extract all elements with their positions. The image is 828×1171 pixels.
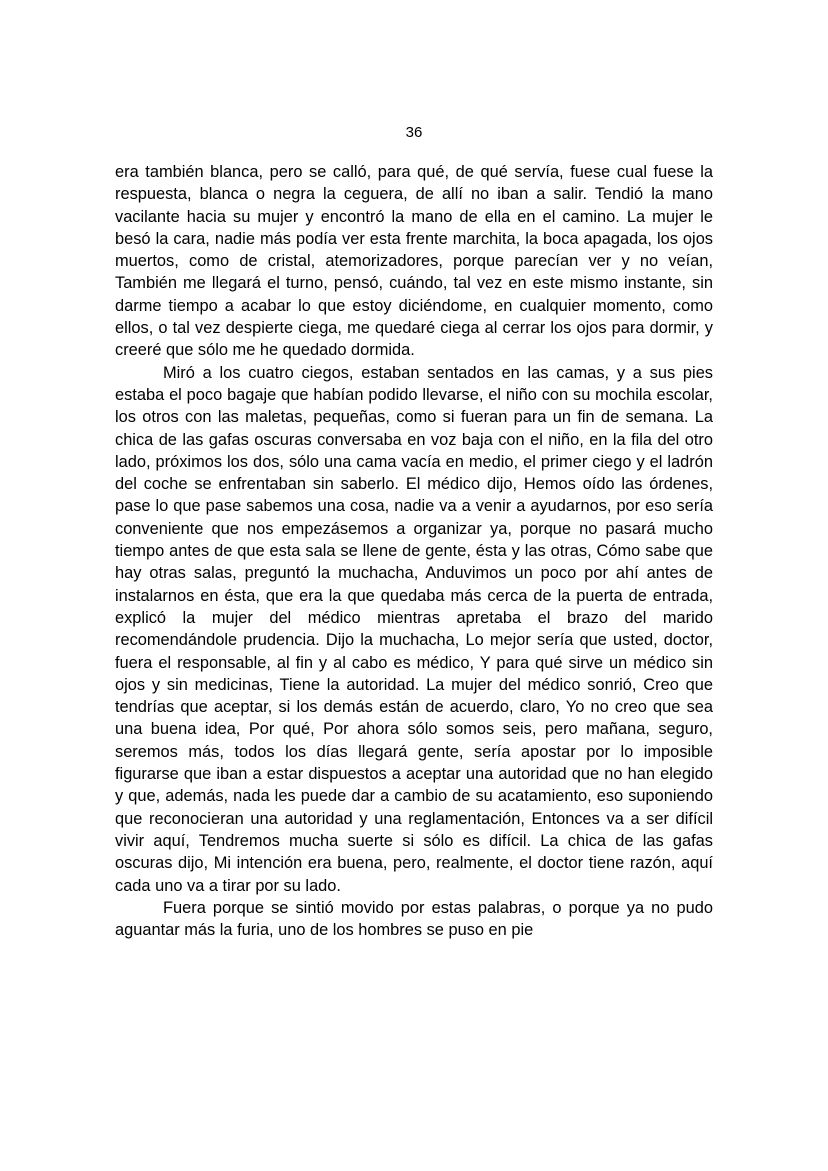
page-number: 36	[405, 124, 423, 141]
paragraph: era también blanca, pero se calló, para qué, de qué servía, fuese cual fuese la respuesta, blanca o negra la ceguera, de allí no iban a salir. Tendió la mano vacilante hacia su mujer y encontró la mano de ella en el camino. La mujer le besó la cara, nadie más podía ver esta frente marchita, la boca apagada, los ojos muertos, como de cristal, atemorizadores, porque parecían ver y no veían, También me llegará el turno, pensó, cuándo, tal vez en este mismo instante, sin darme tiempo a acabar lo que estoy diciéndome, en cualquier momento, como ellos, o tal vez despierte ciega, me quedaré ciega al cerrar los ojos para dormir, y creeré que sólo me he quedado dormida.	[115, 163, 713, 360]
body-text	[115, 161, 713, 941]
paragraph: Miró a los cuatro ciegos, estaban sentados en las camas, y a sus pies estaba el poco bagaje que habían podido llevarse, el niño con su mochila escolar, los otros con las maletas, pequeñas, como si fueran para un fin de semana. La chica de las gafas oscuras conversaba en voz baja con el niño, en la fila del otro lado, próximos los dos, sólo una cama vacía en medio, el primer ciego y el ladrón del coche se enfrentaban sin saberlo. El médico dijo, Hemos oído las órdenes, pase lo que pase sabemos una cosa, nadie va a venir a ayudarnos, por eso sería conveniente que nos empezásemos a organizar ya, porque no pasará mucho tiempo antes de que esta sala se llene de gente, ésta y las otras, Cómo sabe que hay otras salas, preguntó la muchacha, Anduvimos un poco por ahí antes de instalarnos en ésta, que era la que quedaba más cerca de la puerta de entrada, explicó la mujer del médico mientras apretaba el brazo del marido recomendándole prudencia. Dijo la muchacha, Lo mejor sería que usted, doctor, fuera el responsable, al fin y al cabo es médico, Y para qué sirve un médico sin ojos y sin medicinas, Tiene la autoridad. La mujer del médico sonrió, Creo que tendrías que aceptar, si los demás están de acuerdo, claro, Yo no creo que sea una buena idea, Por qué, Por ahora sólo somos seis, pero mañana, seguro, seremos más, todos los días llegará gente, sería apostar por lo imposible figurarse que iban a estar dispuestos a aceptar una autoridad que no han elegido y que, además, nada les puede dar a cambio de su acatamiento, eso suponiendo que reconocieran una autoridad y una reglamentación, Entonces va a ser difícil vivir aquí, Tendremos mucha suerte si sólo es difícil. La chica de las gafas oscuras dijo, Mi intención era buena, pero, realmente, el doctor tiene razón, aquí cada uno va a tirar por su lado.	[115, 363, 713, 895]
paragraph: Fuera porque se sintió movido por estas palabras, o porque ya no pudo aguantar más la furia, uno de los hombres se puso en pie	[115, 898, 713, 940]
